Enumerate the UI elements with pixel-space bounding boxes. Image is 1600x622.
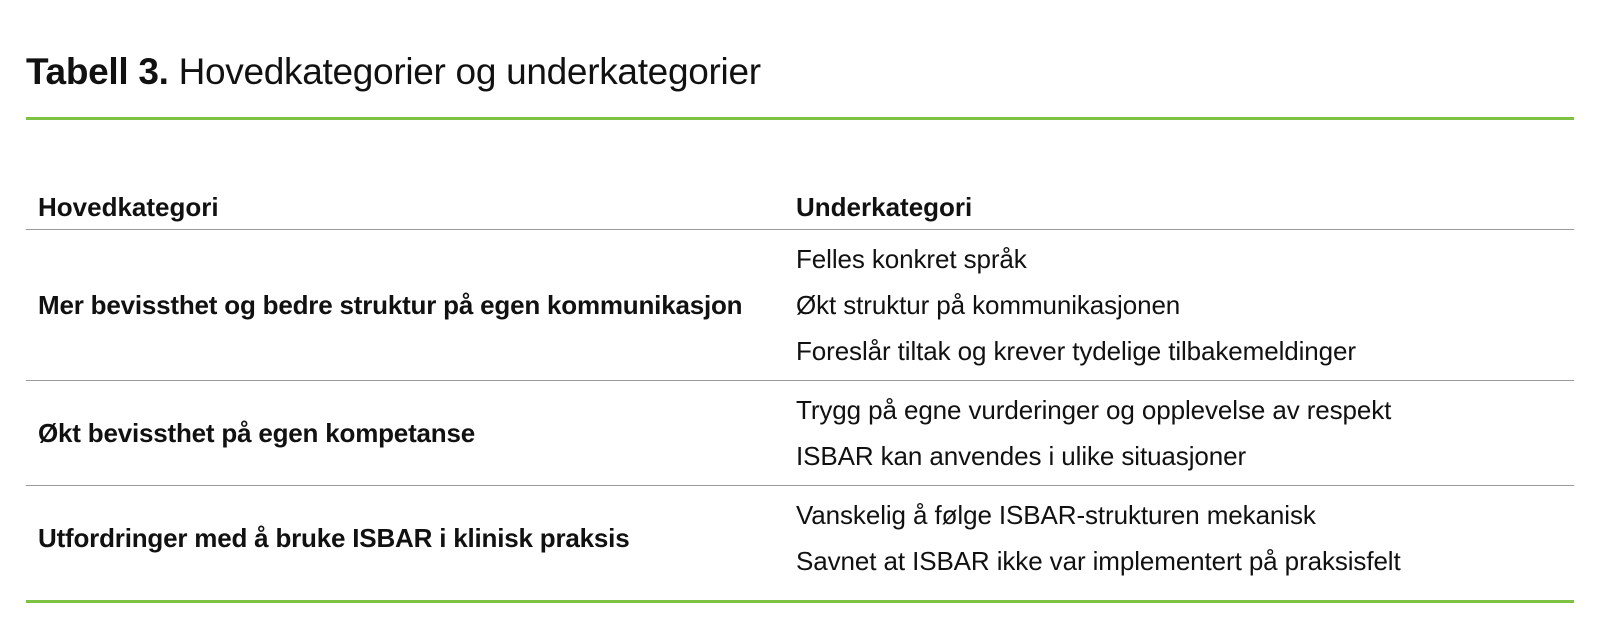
subcategory-list [796, 486, 1574, 590]
subcategory-list [796, 381, 1574, 485]
subcategory-list [796, 230, 1574, 380]
table-caption: Hovedkategorier og underkategorier [178, 51, 761, 92]
main-category-cell: Økt bevissthet på egen kompetanse [38, 418, 475, 448]
subcategory-item: Savnet at ISBAR ikke var implementert på praksisfelt [796, 546, 1401, 576]
header-subcategory: Underkategori [796, 192, 973, 222]
main-category-cell: Mer bevissthet og bedre struktur på egen kommunikasjon [38, 290, 743, 320]
subcategory-item: Vanskelig å følge ISBAR-strukturen mekanisk [796, 500, 1316, 530]
table-row [26, 381, 1574, 486]
top-accent-rule [26, 117, 1574, 120]
subcategory-item: Foreslår tiltak og krever tydelige tilbakemeldinger [796, 336, 1356, 366]
table-row [26, 230, 1574, 381]
table-row [26, 486, 1574, 590]
header-main-category: Hovedkategori [38, 192, 219, 222]
subcategory-item: Trygg på egne vurderinger og opplevelse av respekt [796, 395, 1392, 425]
subcategory-item: Økt struktur på kommunikasjonen [796, 290, 1181, 320]
subcategory-item: Felles konkret språk [796, 244, 1027, 274]
table-number: Tabell 3. [26, 51, 169, 92]
bottom-accent-rule [26, 600, 1574, 603]
subcategory-item: ISBAR kan anvendes i ulike situasjoner [796, 441, 1247, 471]
category-table [26, 185, 1574, 590]
table-title [26, 48, 761, 96]
main-category-cell: Utfordringer med å bruke ISBAR i klinisk praksis [38, 523, 630, 553]
table-header-row [26, 185, 1574, 230]
